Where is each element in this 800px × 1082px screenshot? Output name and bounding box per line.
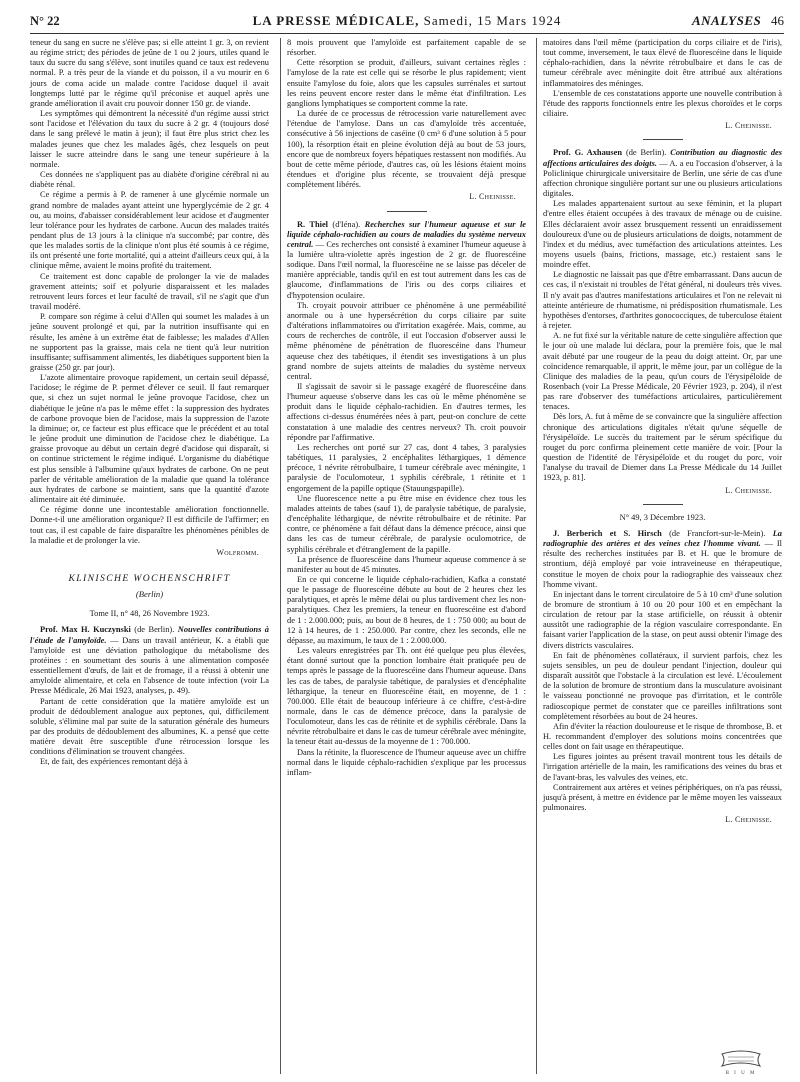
article-lead: — A. a eu l'occasion d'observer, à la Policlinique chirurgicale universitaire de Berlin, une série de cas d'une affection chronique singulière portant sur une ou plusieurs articulations digitales. — [543, 158, 782, 199]
column-divider — [280, 38, 281, 1074]
journal-city: (Berlin) — [135, 589, 164, 600]
biu-logo-icon — [716, 1050, 766, 1076]
paragraph: Cette résorption se produit, d'ailleurs, suivant certaines règles : l'amylose de la rate est celle qui se résorbe le plus rapidement; vient ensuite l'amylose du foie, alors que les capsules surrénales et surtout les reins peuvent encore rester dans le même état d'infiltration. Les ganglions lymphatiques se comportent comme la rate. — [287, 58, 526, 108]
paragraph: Ce régime donne une incontestable amélioration fonctionnelle. Donne-t-il une amélioration organique? Il est difficile de l'affirmer; en tout cas, il est capable de faire disparaître les phénomènes pénibles de la maladie et de prolonger la vie. — [30, 505, 269, 545]
article-separator — [643, 504, 683, 505]
paragraph: Contrairement aux artères et veines périphériques, on n'a pas réussi, jusqu'à présent, à mettre en évidence par le même moyen les vaisseaux pulmonaires. — [543, 782, 782, 813]
journal-issue: N° 49, 3 Décembre 1923. — [619, 512, 706, 522]
article-abstract — [287, 220, 526, 301]
journal-heading: KLINISCHE WOCHENSCHRIFT — [68, 572, 231, 584]
page-number: N° 22 — [30, 14, 60, 28]
paragraph: teneur du sang en sucre ne s'élève pas; si elle atteint 1 gr. 3, on revient au régime strict; des périodes de jeûne de 1 ou 2 jours, utiles quand le taux du sucre du sang s'élève, sont inutiles quand ce taux est redevenu normal. P. a très peur de la viande et du poisson, il a vu mourir en 6 jours de coma acide un malade contre l'acidose duquel il avait longtemps lutté par le régime qu'il préconise et auquel après une grande amélioration il avait cru pouvoir donner 150 gr. de viande. — [30, 38, 269, 108]
folio: 46 — [771, 13, 784, 28]
paragraph: Il s'agissait de savoir si le passage exagéré de fluorescéine dans l'humeur aqueuse s'observe dans les cas où le même phénomène se produit dans le liquide céphalo-rachidien. En d'autres termes, les affections ci-dessus énumérées nées à part, peut-on conclure de cette constatation à une maladie des centres nerveux? Th. croit pouvoir répondre par l'affirmative. — [287, 382, 526, 442]
paragraph: La présence de fluorescéine dans l'humeur aqueuse commence à se manifester au bout de 45 minutes. — [287, 554, 526, 574]
article-title: Nouvelles contributions à l'étude de l'amyloïde. — [30, 625, 269, 645]
paragraph: Th. croyait pouvoir attribuer ce phénomène à une perméabilité anormale ou à une hypersécrétion du corps ciliaire par suite d'altérations inflammatoires ou d'irritation exagérée. Mais, comme, au cours de recherches de contrôle, il eut l'occasion d'observer aussi le même phénomène de pénétration de fluorescéine dans l'humeur aqueuse chez des tabétiques, il étendit ses investigations à un plus grand nombre de sujets atteints de maladies du système nerveux central. — [287, 300, 526, 381]
signature: L. Cheinisse. — [725, 121, 772, 131]
paragraph: Les recherches ont porté sur 27 cas, dont 4 tabes, 3 paralysies tabétiques, 11 paralysies, 2 encéphalites léthargiques, 1 démence précoce, 1 névrite rétrobulbaire, 1 tumeur cérébrale avec méningite, 1 paralysie de l'oculomoteur, 1 syphilis cérébrale, 1 rétinite et 1 engorgement de la papille optique (Stauungspapille). — [287, 442, 526, 493]
author-affiliation: (d'Iéna). — [328, 219, 365, 229]
column-3 — [543, 38, 782, 825]
signature: L. Cheinisse. — [469, 192, 516, 202]
section-heading — [692, 13, 784, 29]
article-author: Prof. G. Axhausen — [553, 148, 623, 158]
paragraph: Une fluorescence nette a pu être mise en évidence chez tous les malades atteints de tabes (sauf 1), de paralysie tabétique, de paralysie, d'encéphalite léthargique, de névrite rétrobulbaire et de rétinite. Par contre, ce phénomène a fait défaut dans la démence précoce, ainsi que dans les cas de tumeur cérébrale, de paralysie oculomotrice, de syphilis cérébrale et d'étranglement de la papille. — [287, 493, 526, 554]
paragraph: Ce régime a permis à P. de ramener à une glycémie normale un grand nombre de malades ayant atteint une hyperglycémie de 2 gr. 4 ou, au moins, d'abaisser considérablement leur acidose et d'augmenter leur tolérance pour les hydrates de carbone. Aucun des malades traités pendant plus de 13 jours à la clinique n'a succombé; par contre, dès que les malades sortis de la clinique n'ont plus été soumis à ce régime, ils ont présenté une forte mortalité, qui a atteint d'ailleurs ceux qui, à la clinique même, avaient le moins profité du traitement. — [30, 190, 269, 271]
paragraph: La durée de ce processus de rétrocession varie naturellement avec l'étendue de l'amylose. Dans un cas d'amyloïde très accentuée, consécutive à 56 injections de caséine (0 cm³ 6 d'une solution à 5 pour 100), la résorption était en pleine évolution déjà au bout de 53 jours, encore que de nombreux foyers hépatiques restassent non modifiés. Au bout de cette même période, d'autres cas, où les lésions étaient moins étendues et d'origine plus récente, se trouvaient déjà presque complètement libérés. — [287, 109, 526, 190]
paragraph: Les symptômes qui démontrent la nécessité d'un régime aussi strict sont l'acidose et l'élévation du taux du sucre à 2 gr. 4 (toujours dosé dans le sang prélevé le matin à jeun); il faut être plus strict chez les malades jeunes que chez les malades âgés, chez lesquels on peut laisser le sucre atteindre dans le sang une teneur supérieure à la normale. — [30, 109, 269, 169]
paragraph: P. compare son régime à celui d'Allen qui soumet les malades à un jeûne souvent prolongé et qui, par la nutrition insuffisante qui en résulte, les amène à un extrême état de faiblesse; les malades d'Allen ne supportent pas la graisse, mais cela ne tient qu'à leur nutrition insuffisante; suffisamment alimentés, les diabétiques supportent bien la graisse (250 gr. par jour). — [30, 312, 269, 372]
author-affiliation: (de Francfort-sur-le-Mein). — [661, 528, 773, 538]
paragraph: 8 mois prouvent que l'amyloïde est parfaitement capable de se résorber. — [287, 38, 526, 58]
section-name: ANALYSES — [691, 13, 762, 28]
article-separator — [643, 139, 683, 140]
paragraph: En fait de phénomènes collatéraux, il survient parfois, chez les sujets sensibles, un peu de douleur pendant l'injection, douleur qui disparaît aussitôt que l'obstacle à la circulation est levé. L'écoulement de la solution de bromure de strontium dans la musculature avoisinant le vaisseau ponctionné ne provoque pas d'irritation, et le contrôle radioscopique permet de constater que ce pareilles infiltrations sont complètement résorbées au bout de 24 heures. — [543, 650, 782, 721]
article-lead: — Il résulte des recherches instituées par B. et H. que le bromure de strontium, déjà employé par voie intraveineuse en thérapeutique, constitue le moyen de choix pour la radiographie des vaisseaux chez l'homme vivant. — [543, 539, 782, 589]
paragraph: Les valeurs enregistrées par Th. ont été quelque peu plus élevées, étant donné surtout que la ponction lombaire était pratiquée peu de temps après le passage de la fluorescéine dans l'humeur aqueuse. Dans les cas de tabes, de paralysie tabétique, de paralysies et d'encéphalite léthargique, la teneur en fluorescéine était, en moyenne, de 1 : 700.000. Elle était de beaucoup inférieure à ce chiffre, c'est-à-dire normale, dans le cas de démence précoce, dans la paralysie de l'oculomoteur, dans les cas de rétinite et de syphilis cérébrale. Dans la névrite rétrobulbaire et dans le cas de tumeur cérébrale avec méningite, la teneur était au-dessus de la moyenne de 1 : 700.000. — [287, 646, 526, 747]
paragraph: L'ensemble de ces constatations apporte une nouvelle contribution à l'étude des rapports fonctionnels entre les plexus choroïdes et le corps ciliaire. — [543, 88, 782, 119]
paragraph: matoires dans l'œil même (participation du corps ciliaire et de l'iris), tout comme, inversement, le taux élevé de fluorescéine dans le liquide céphalo-rachidien, dans la névrite rétrobulbaire et dans le cas de tumeur cérébrale avec méningite doit être attribué aux altérations inflammatoires des méninges. — [543, 38, 782, 88]
paragraph: Les malades appartenaient surtout au sexe féminin, et la plupart d'entre elles étaient occupées à des travaux de ménage ou de cuisine. Elles déclaraient avoir assez brusquement ressenti un enraidissement douloureux d'une ou de plusieurs articulations de doigts, notamment de l'index et du médius, avec tuméfaction des articulations atteintes. Les moyens usuels (bains, frictions, massage, etc.) restaient sans le moindre effet. — [543, 199, 782, 270]
paragraph: Dans la rétinite, la fluorescence de l'humeur aqueuse avec un chiffre normal dans le liquide céphalo-rachidien s'explique par les processus inflam- — [287, 747, 526, 777]
article-abstract — [543, 148, 782, 199]
publication-name: LA PRESSE MÉDICALE, — [252, 13, 420, 28]
paragraph: Dès lors, A. fut à même de se convaincre que la singulière affection chronique des articulations digitales n'était qu'une séquelle de l'érysipéloïde. Le succès du traitement par le sérum spécifique du rouget du porc confirma pleinement cette manière de voir. [Pour la question de l'identité de l'érysipéloïde et du rouget du porc, voir l'analyse du travail de Diemer dans La Presse Médicale du 14 Juillet 1923, p. 81]. — [543, 412, 782, 483]
svg-text:B I U M: B I U M — [725, 1071, 757, 1076]
paragraph: Ce traitement est donc capable de prolonger la vie de malades gravement atteints; soif et polyurie disparaissent et les malades retrouvent leurs forces et leur faculté de travail, s'il ne s'agit que d'un travail modéré. — [30, 271, 269, 312]
page-header — [30, 10, 784, 32]
paragraph: Le diagnostic ne laissait pas que d'être embarrassant. Dans aucun de ces cas, il n'existait ni troubles de l'état général, ni douleurs très vives. Il n'y avait pas d'autres manifestations articulaires et l'on ne relevait ni atteinte antérieure de rhumatisme, ni prédisposition rhumatismale. Les hypothèses d'entorses, d'arthrites gonococciques, de tuberculose étaient à rejeter. — [543, 270, 782, 331]
paragraph: Ces données ne s'appliquent pas au diabète d'origine cérébral ni au diabète rénal. — [30, 170, 269, 190]
paragraph: En injectant dans le torrent circulatoire de 5 à 10 cm³ d'une solution de bromure de strontium à 10 ou 20 pour 100 et en empêchant la circulation de retour par la stase artificielle, on réussit à obtenir aussitôt une radiographie de la région vasculaire correspondante. En faisant varier l'application de la stase, on peut aussi obtenir l'image des divers districts vasculaires. — [543, 589, 782, 650]
paragraph: L'azote alimentaire provoque rapidement, un certain seuil dépassé, l'acidose; le régime de P. permet d'élever ce seuil. Il faut remarquer que, si chez un sujet normal le jeûne provoque l'acidose, chez un diabétique le jeûne n'a pas le même effet : la suppression des hydrates de carbone provoque bien de l'acidose, mais la suppression de l'azote la diminue; or, ce facteur est plus efficace que le précédent et au total le jeûne produit une diminution de l'acidose chez le diabétique. La graisse provoque au début un certain degré d'acidose qui disparaît, si on continue strictement le régime indiqué. L'organisme du diabétique est plus sensible à l'albumine qu'aux hydrates de carbone. On ne peut parler de véritable amélioration de la maladie que quand la tolérance aux hydrates de carbone se maintient, sans que la quantité d'azote alimentaire ait été diminuée. — [30, 373, 269, 505]
header-rule — [30, 33, 784, 34]
journal-issue: Tome II, n° 48, 26 Novembre 1923. — [89, 609, 210, 619]
paragraph: Partant de cette considération que la matière amyloïde est un produit de dédoublement analogue aux peptones, qui, difficilement soluble, s'élimine mal par suite de la saturation générale des humeurs par des produits de dédoublement des albumines, K. a pensé que cette matière devait être susceptible d'une rétrocession lorsque les conditions d'élimination se trouvent changées. — [30, 696, 269, 757]
article-abstract — [543, 529, 782, 590]
signature: L. Cheinisse. — [725, 815, 772, 825]
paragraph: Et, de fait, des expériences remontant déjà à — [40, 757, 188, 767]
signature: Wolfromm. — [216, 547, 259, 557]
author-affiliation: (de Berlin). — [130, 625, 178, 635]
author-affiliation: (de Berlin). — [622, 148, 671, 158]
signature: L. Cheinisse. — [725, 485, 772, 495]
article-title: Contribution au diagnostic des affections articulaires des doigts. — [543, 148, 782, 168]
paragraph: A. ne fut fixé sur la véritable nature de cette singulière affection que le jour où une malade lui déclara, pour la première fois, que le mal avait débuté par une rougeur de la peau du doigt atteint. Or, par une coïncidence remarquable, il apprit, le même jour, par un collègue de la Clinique des maladies de la peau, qu'un cours de l'érysipéloïde de Rosenbach (voir La Presse Médicale, 20 Février 1923, p. 204), il n'est pas rare d'observer des tuméfactions articulaires, particulièrement tenaces. — [543, 331, 782, 412]
column-2 — [287, 38, 526, 778]
article-author: Prof. Max H. Kuczynski — [40, 625, 131, 635]
paragraph: Les figures jointes au présent travail montrent tous les détails de l'irrigation artérielle de la main, les ramifications des veines du bras et de l'avant-bras, les valvules des veines, etc. — [543, 752, 782, 782]
column-divider — [536, 38, 537, 1074]
article-abstract — [30, 625, 269, 696]
issue-date: Samedi, 15 Mars 1924 — [423, 13, 562, 28]
article-author: J. Berberich et S. Hirsch — [553, 528, 662, 538]
article-title: Recherches sur l'humeur aqueuse et sur le liquide céphalo-rachidien au cours de maladies du système nerveux central. — [287, 219, 526, 249]
paragraph: En ce qui concerne le liquide céphalo-rachidien, Kafka a constaté que le passage de fluorescéine débute au bout de 2 heures chez les paralytiques, et après le même délai ou plus tardivement chez les non-paralytiques. Chez les premiers, la teneur en fluorescéine est d'abord de 1 : 2.000.000; puis, au bout de 8 heures, de 1 : 750 000; au bout de 12 à 14 heures, de 1 : 250.000. Par contre, chez les seconds, elle ne dépasse, au maximum, le taux de 1 : 2.000.000. — [287, 574, 526, 645]
article-lead: — Dans un travail antérieur, K. a établi que l'amyloïde est une déviation pathologique du métabolisme des protéines : en soumettant des souris à une alimentation composée essentiellement d'œufs, de lait et de fromage, il a réussi à obtenir une amyloïde alimentaire, et cela en l'absence de toute infection (voir La Presse Médicale, 26 Mai 1923, analyses, p. 49). — [30, 635, 270, 696]
article-title: La radiographie des artères et des veines chez l'homme vivant. — [543, 528, 782, 549]
article-separator — [387, 211, 427, 212]
article-author: R. Thiel — [297, 219, 329, 229]
article-lead: — Ces recherches ont consisté à examiner l'humeur aqueuse à la lumière ultra-violette après ingestion de 2 gr. de fluorescéine sodique. Dans l'œil normal, la fluorescéine ne se laisse pas déceler de manière appréciable, tandis qu'il en est tout autrement dans les cas de glaucome, d'inflammations de l'iris ou des corps ciliaires et d'hypotension oculaire. — [287, 239, 526, 300]
running-title — [30, 13, 784, 29]
paragraph: Afin d'éviter la réaction douloureuse et le risque de thrombose, B. et H. recommandent d'employer des solutions moins concentrées que celles dont on fait usage en thérapeutique. — [543, 721, 782, 752]
column-1 — [30, 38, 269, 768]
